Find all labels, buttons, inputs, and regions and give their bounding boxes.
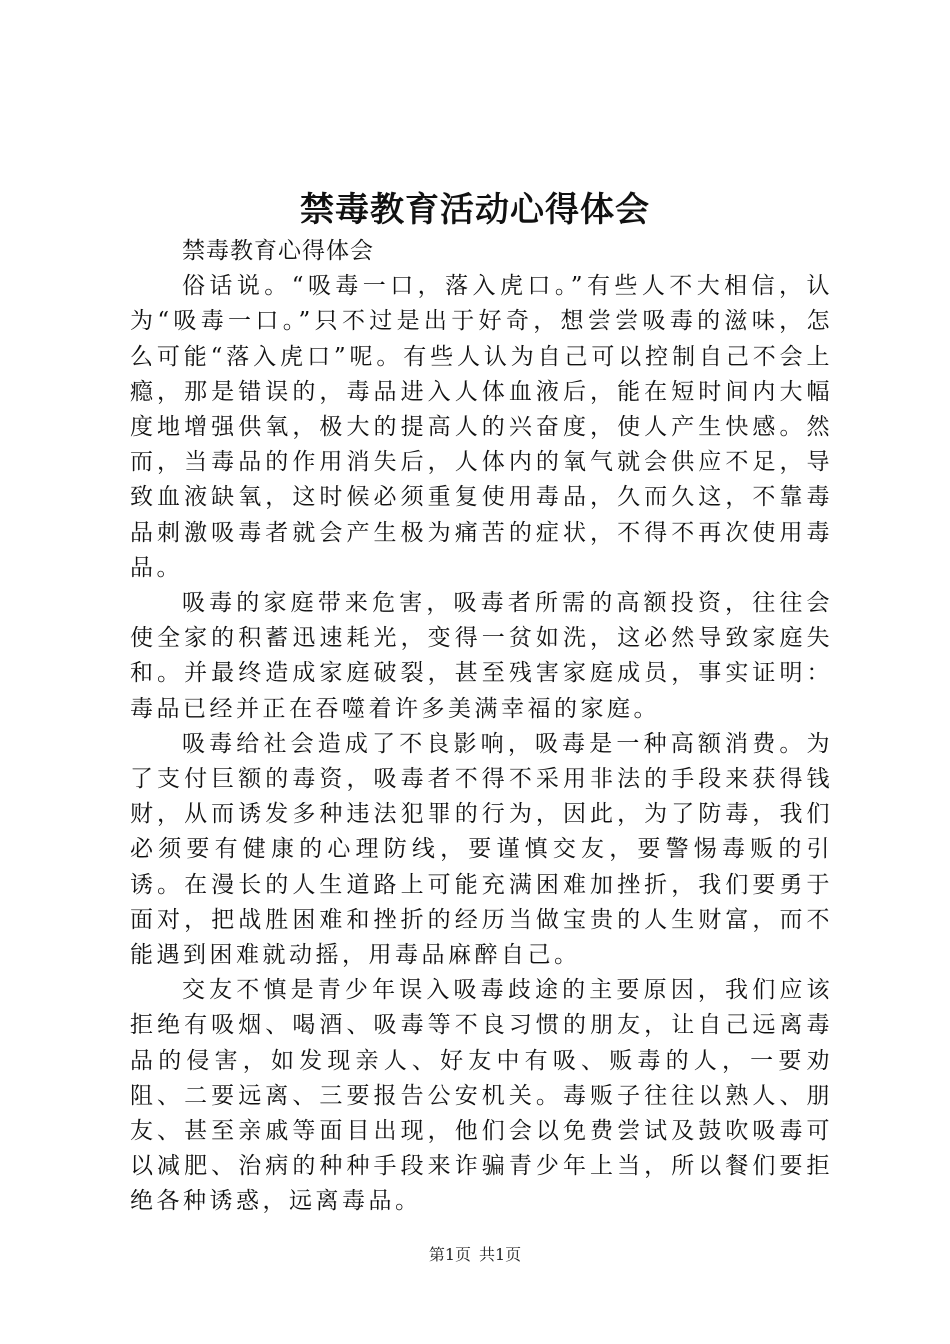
document-title: 禁毒教育活动心得体会	[300, 190, 650, 230]
document-subtitle: 禁毒教育心得体会	[182, 238, 374, 264]
page-total: 共1页	[479, 1245, 522, 1264]
page-number: 第1页	[428, 1245, 471, 1264]
paragraph-1: 俗话说。“吸毒一口，落入虎口。”有些人不大相信，认为“吸毒一口。”只不过是出于好奇，想尝尝吸毒的滋味，怎么可能“落入虎口”呢。有些人认为自己可以控制自己不会上瘾，那是错误的，毒品进入人体血液后，能在短时间内大幅度地增强供氧，极大的提高人的兴奋度，使人产生快感。然而，当毒品的作用消失后，人体内的氧气就会供应不足，导致血液缺氧，这时候必须重复使用毒品，久而久这，不靠毒品刺激吸毒者就会产生极为痛苦的症状，不得不再次使用毒品。	[130, 273, 833, 581]
document-body	[130, 234, 833, 1220]
paragraph-2: 吸毒的家庭带来危害，吸毒者所需的高额投资，往往会使全家的积蓄迅速耗光，变得一贫如洗，这必然导致家庭失和。并最终造成家庭破裂，甚至残害家庭成员，事实证明：毒品已经并正在吞噬着许多美满幸福的家庭。	[130, 590, 833, 722]
paragraph-4: 交友不慎是青少年误入吸毒歧途的主要原因，我们应该拒绝有吸烟、喝酒、吸毒等不良习惯的朋友，让自己远离毒品的侵害，如发现亲人、好友中有吸、贩毒的人，一要劝阻、二要远离、三要报告公安机关。毒贩子往往以熟人、朋友、甚至亲戚等面目出现，他们会以免费尝试及鼓吹吸毒可以减肥、治病的种种手段来诈骗青少年上当，所以餐们要拒绝各种诱惑，远离毒品。	[130, 977, 833, 1215]
page-footer	[0, 1244, 950, 1266]
paragraph-3: 吸毒给社会造成了不良影响，吸毒是一种高额消费。为了支付巨额的毒资，吸毒者不得不采用非法的手段来获得钱财，从而诱发多种违法犯罪的行为，因此，为了防毒，我们必须要有健康的心理防线，要谨慎交友，要警惕毒贩的引诱。在漫长的人生道路上可能充满困难加挫折，我们要勇于面对，把战胜困难和挫折的经历当做宝贵的人生财富，而不能遇到困难就动摇，用毒品麻醉自己。	[130, 730, 833, 969]
